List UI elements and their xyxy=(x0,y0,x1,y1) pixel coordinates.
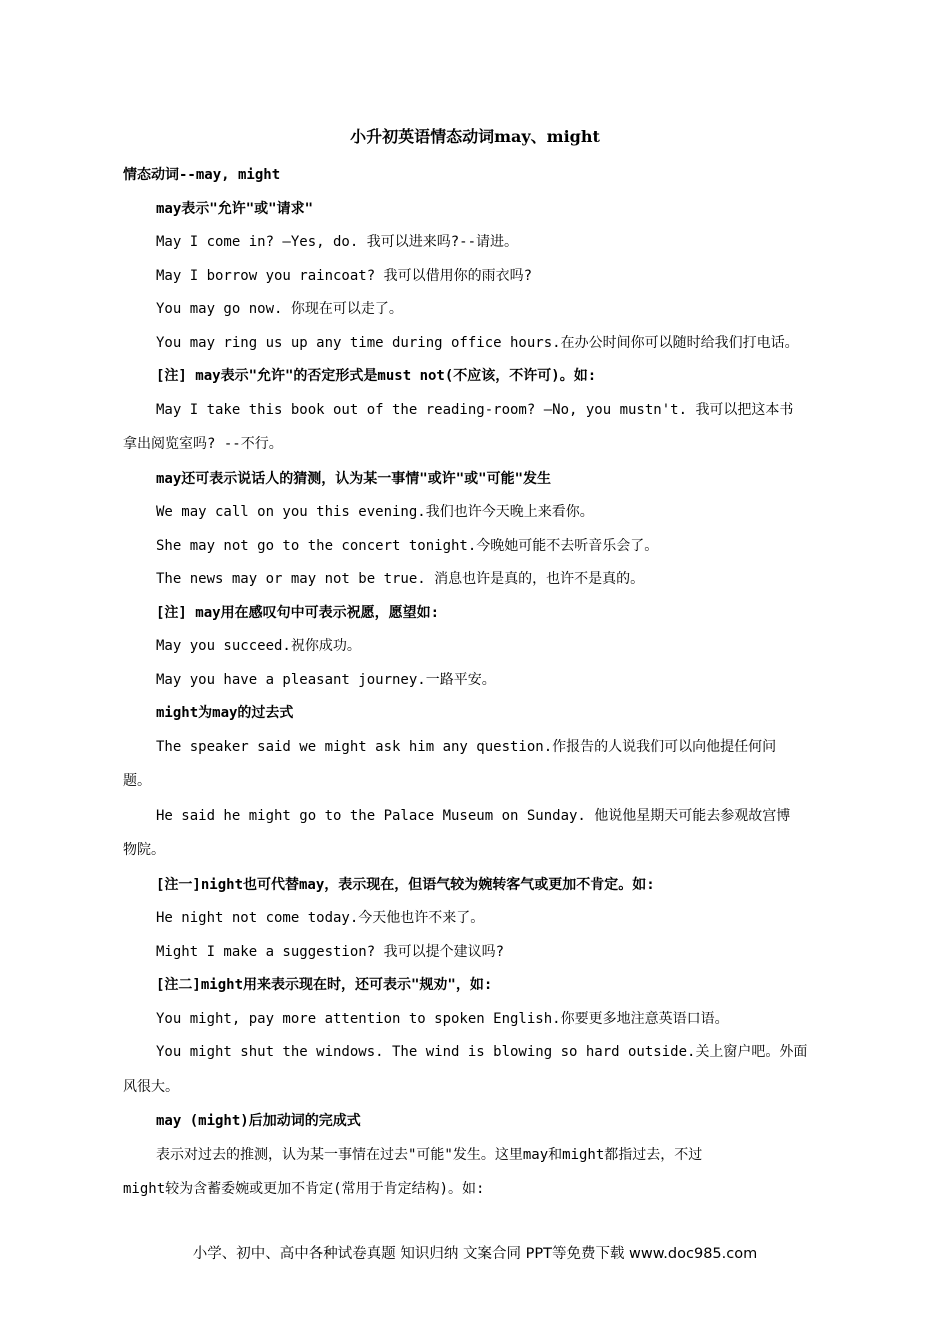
example-line-continued: 题。 xyxy=(123,773,151,789)
example-line: She may not go to the concert tonight.今晚她可能不去听音乐会了。 xyxy=(156,537,659,554)
note-line: [注二]might用来表示现在时，还可表示"规劝"，如: xyxy=(156,977,493,993)
body-line-continued: might较为含蓄委婉或更加不肯定(常用于肯定结构)。如: xyxy=(123,1181,485,1197)
note-line: [注一]night也可代替may，表示现在，但语气较为婉转客气或更加不肯定。如: xyxy=(156,876,655,893)
footer-advert: 小学、初中、高中各种试卷真题 知识归纳 文案合同 PPT等免费下载 www.doc985.com xyxy=(192,1246,758,1262)
example-line: May you succeed.祝你成功。 xyxy=(156,638,361,654)
example-line-continued: 物院。 xyxy=(123,842,165,858)
heading-modal-verbs: 情态动词--may, might xyxy=(123,167,281,183)
note-line: [注] may用在感叹句中可表示祝愿，愿望如: xyxy=(156,604,439,621)
example-line: We may call on you this evening.我们也许今天晚上来看你。 xyxy=(156,504,594,520)
subheading-may-permission: may表示"允许"或"请求" xyxy=(156,200,314,217)
example-line: He night not come today.今天他也许不来了。 xyxy=(156,910,485,926)
example-line: The speaker said we might ask him any question.作报告的人说我们可以向他提任何问 xyxy=(156,738,777,755)
note-line: [注] may表示"允许"的否定形式是must not(不应该，不许可)。如: xyxy=(156,368,597,384)
example-line: You might shut the windows. The wind is blowing so hard outside.关上窗户吧。外面 xyxy=(156,1044,808,1060)
example-line: The news may or may not be true. 消息也许是真的，也许不是真的。 xyxy=(156,571,645,587)
example-line: Might I make a suggestion? 我可以提个建议吗? xyxy=(156,943,505,960)
document-title: 小升初英语情态动词may、might xyxy=(350,127,600,146)
example-line: He said he might go to the Palace Museum on Sunday. 他说他星期天可能去参观故宫博 xyxy=(156,807,791,824)
subheading-perfect-form: may (might)后加动词的完成式 xyxy=(156,1113,361,1129)
example-line: May I come in? —Yes, do. 我可以进来吗?--请进。 xyxy=(156,234,519,250)
example-line: May I borrow you raincoat? 我可以借用你的雨衣吗? xyxy=(156,267,533,284)
subheading-might-past: might为may的过去式 xyxy=(156,705,294,721)
example-line: May I take this book out of the reading-room? —No, you mustn't. 我可以把这本书 xyxy=(156,401,794,418)
example-line: You may go now. 你现在可以走了。 xyxy=(156,301,403,317)
example-line: May you have a pleasant journey.一路平安。 xyxy=(156,671,496,688)
subheading-may-guess: may还可表示说话人的猜测，认为某一事情"或许"或"可能"发生 xyxy=(156,470,551,487)
example-line-continued: 拿出阅览室吗? --不行。 xyxy=(123,436,283,452)
example-line-continued: 风很大。 xyxy=(123,1078,179,1095)
document-body xyxy=(123,159,843,1208)
body-line: 表示对过去的推测，认为某一事情在过去"可能"发生。这里may和might都指过去，不过 xyxy=(156,1146,703,1163)
example-line: You may ring us up any time during office hours.在办公时间你可以随时给我们打电话。 xyxy=(156,334,799,351)
example-line: You might, pay more attention to spoken English.你要更多地注意英语口语。 xyxy=(156,1010,729,1027)
